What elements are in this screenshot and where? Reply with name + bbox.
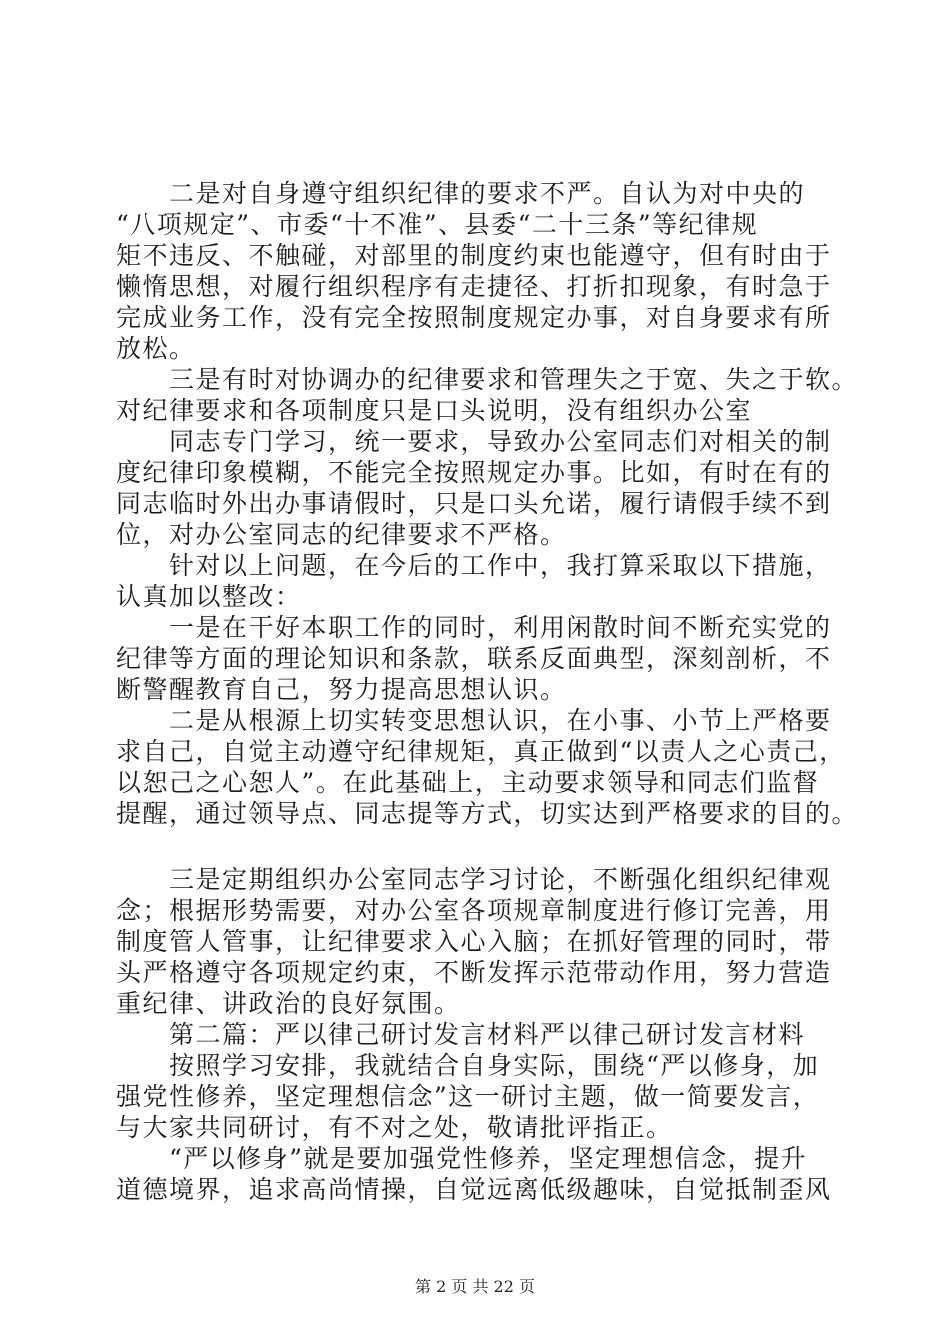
text-line: 针对以上问题，在今后的工作中，我打算采取以下措施， — [116, 551, 832, 580]
text-line: 三是有时对协调办的纪律要求和管理失之于宽、失之于软。 — [116, 365, 859, 394]
text-line: 完成业务工作，没有完全按照制度规定办事，对自身要求有所 — [116, 303, 832, 332]
text-line: 同志专门学习，统一要求，导致办公室同志们对相关的制 — [116, 427, 832, 456]
text-line: “八项规定”、市委“十不准”、县委“二十三条”等纪律规 — [116, 210, 759, 239]
text-line: 与大家共同研讨，有不对之处，敬请批评指正。 — [116, 1113, 673, 1142]
text-line: 道德境界，追求高尚情操，自觉远离低级趣味，自觉抵制歪风 — [116, 1175, 832, 1204]
text-line: 度纪律印象模糊，不能完全按照规定办事。比如，有时在有的 — [116, 458, 832, 487]
text-line: “严以修身”就是要加强党性修养，坚定理想信念，提升 — [116, 1144, 808, 1173]
text-line: 一是在干好本职工作的同时，利用闲散时间不断充实党的 — [116, 613, 832, 642]
text-line: 三是定期组织办公室同志学习讨论，不断强化组织纪律观 — [116, 865, 832, 894]
text-line: 强党性修养，坚定理想信念”这一研讨主题，做一简要发言， — [116, 1082, 820, 1111]
text-line: 二是对自身遵守组织纪律的要求不严。自认为对中央的 — [116, 179, 806, 208]
text-line: 求自己，自觉主动遵守纪律规矩，真正做到“以责人之心责己， — [116, 737, 846, 766]
page-number-footer: 第 2 页 共 22 页 — [415, 1277, 535, 1296]
text-line: 对纪律要求和各项制度只是口头说明，没有组织办公室 — [116, 396, 753, 425]
text-line: 制度管人管事，让纪律要求入心入脑；在抓好管理的同时，带 — [116, 927, 832, 956]
text-line: 重纪律、讲政治的良好氛围。 — [116, 989, 461, 1018]
text-line: 矩不违反、不触碰，对部里的制度约束也能遵守，但有时由于 — [116, 241, 832, 270]
text-line: 认真加以整改： — [116, 582, 302, 611]
text-line: 放松。 — [116, 334, 196, 363]
text-line: 提醒，通过领导点、同志提等方式，切实达到严格要求的目的。 — [116, 799, 859, 828]
text-line: 位，对办公室同志的纪律要求不严格。 — [116, 520, 567, 549]
text-line: 念；根据形势需要，对办公室各项规章制度进行修订完善，用 — [116, 896, 832, 925]
text-line: 第二篇：严以律己研讨发言材料严以律己研讨发言材料 — [116, 1020, 806, 1049]
text-line: 二是从根源上切实转变思想认识，在小事、小节上严格要 — [116, 706, 832, 735]
text-line: 按照学习安排，我就结合自身实际，围绕“严以修身，加 — [116, 1051, 820, 1080]
text-line: 懒惰思想，对履行组织程序有走捷径、打折扣现象，有时急于 — [116, 272, 832, 301]
text-line: 以恕己之心恕人”。在此基础上，主动要求领导和同志们监督 — [116, 768, 820, 797]
text-line: 头严格遵守各项规定约束，不断发挥示范带动作用，努力营造 — [116, 958, 832, 987]
text-line: 断警醒教育自己，努力提高思想认识。 — [116, 675, 567, 704]
text-line: 同志临时外出办事请假时，只是口头允诺，履行请假手续不到 — [116, 489, 832, 518]
text-line: 纪律等方面的理论知识和条款，联系反面典型，深刻剖析，不 — [116, 644, 832, 673]
